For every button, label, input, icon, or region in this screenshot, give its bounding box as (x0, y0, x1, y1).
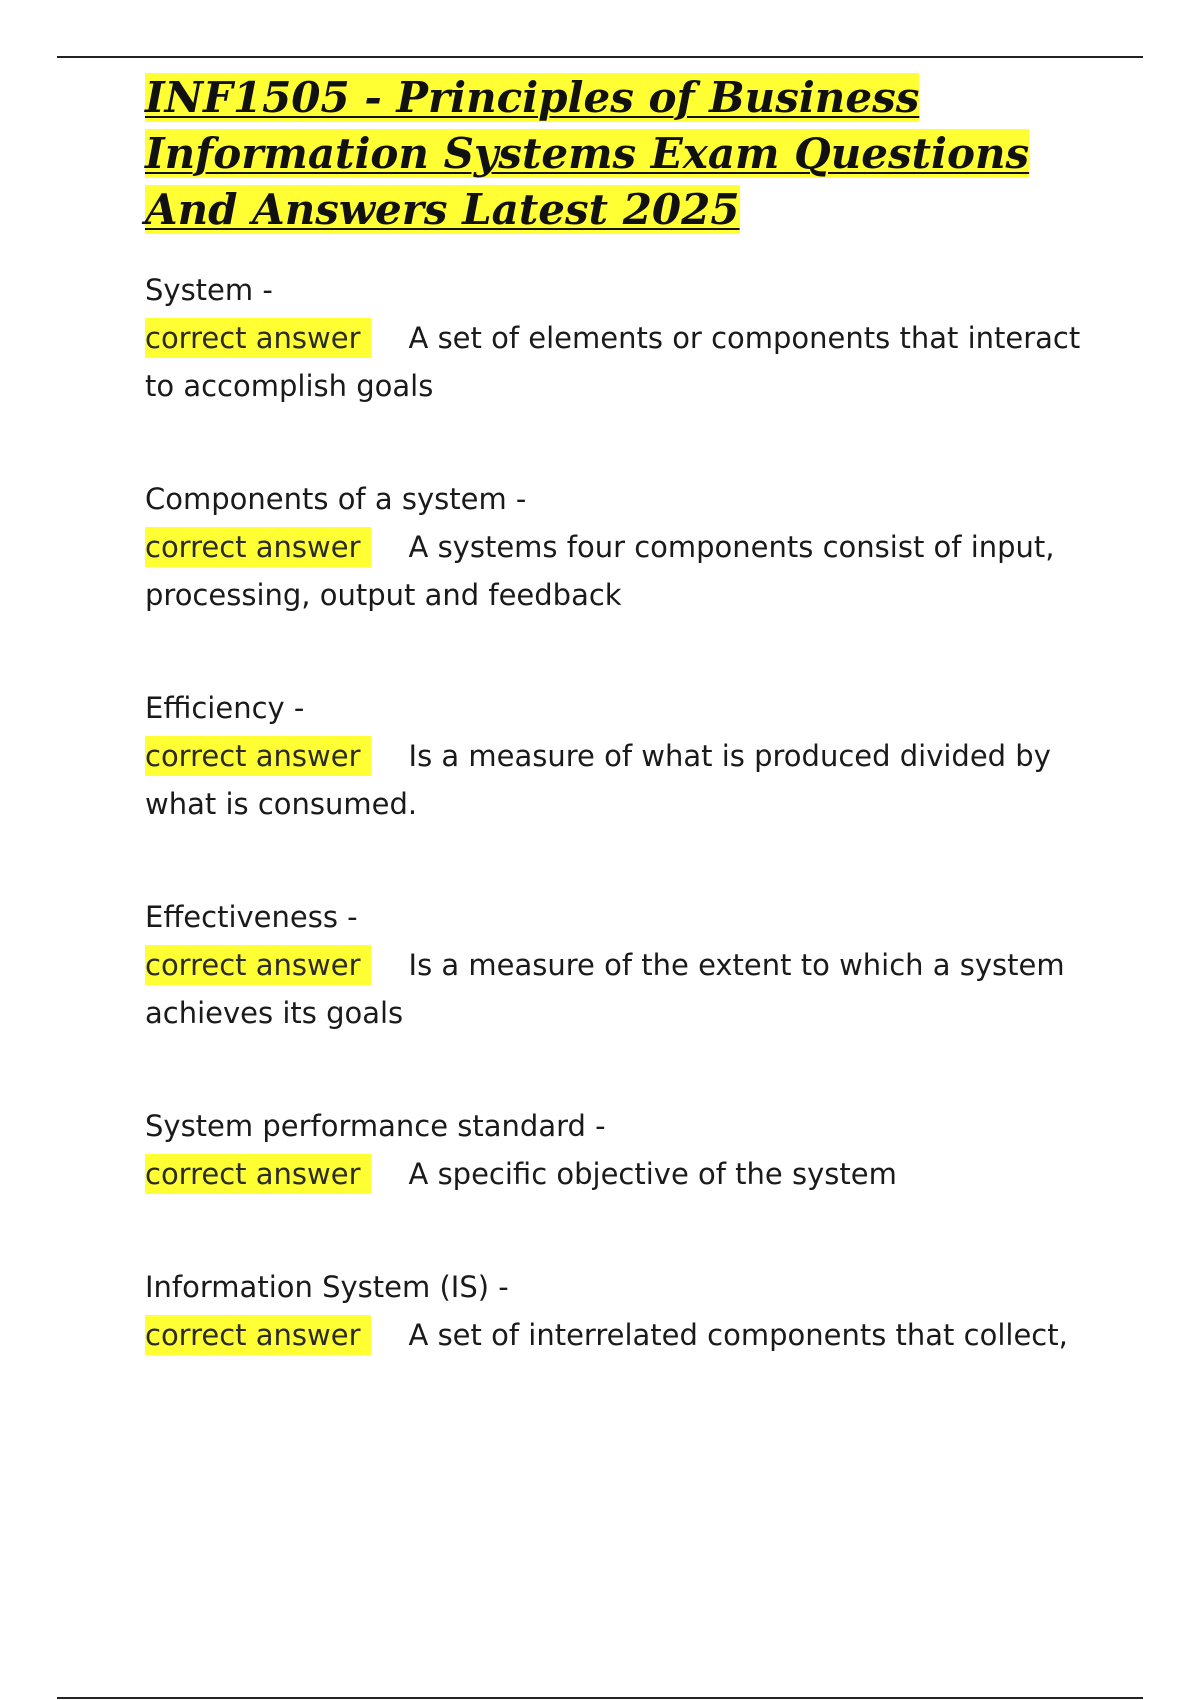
answer-line (145, 523, 1095, 619)
question-term: System performance standard - (145, 1109, 606, 1143)
answer-definition: Is a measure of what is produced divided by what is consumed. (145, 739, 1051, 821)
qa-entry-system-performance-standard (145, 1102, 1095, 1198)
qa-entry-system (145, 266, 1095, 410)
answer-line (145, 941, 1095, 1037)
top-rule (57, 56, 1143, 58)
correct-answer-marker: correct answer (145, 318, 371, 358)
answer-definition: A specific objective of the system (408, 1157, 897, 1191)
correct-answer-marker: correct answer (145, 736, 371, 776)
correct-answer-marker: correct answer (145, 527, 371, 567)
qa-entry-components-of-a-system (145, 475, 1095, 619)
answer-line (145, 732, 1095, 828)
question-term: Effectiveness - (145, 900, 358, 934)
question-term: Information System (IS) - (145, 1270, 509, 1304)
answer-line (145, 1150, 1095, 1198)
qa-entry-information-system (145, 1263, 1095, 1359)
qa-entry-efficiency (145, 684, 1095, 828)
correct-answer-marker: correct answer (145, 1315, 371, 1355)
document-title (145, 70, 1095, 238)
answer-definition: A systems four components consist of input, processing, output and feedback (145, 530, 1055, 612)
question-term: System - (145, 273, 273, 307)
qa-entry-effectiveness (145, 893, 1095, 1037)
document-title-text: INF1505 - Principles of Business Information Systems Exam Questions And Answers Latest 2025 (145, 73, 1030, 234)
answer-definition: A set of interrelated components that collect, (408, 1318, 1068, 1352)
bottom-rule (57, 1697, 1143, 1699)
answer-definition: Is a measure of the extent to which a system achieves its goals (145, 948, 1065, 1030)
question-term: Efficiency - (145, 691, 305, 725)
answer-definition: A set of elements or components that interact to accomplish goals (145, 321, 1081, 403)
answer-line (145, 314, 1095, 410)
question-term: Components of a system - (145, 482, 527, 516)
document-body (145, 70, 1095, 1359)
correct-answer-marker: correct answer (145, 1154, 371, 1194)
answer-line (145, 1311, 1095, 1359)
correct-answer-marker: correct answer (145, 945, 371, 985)
